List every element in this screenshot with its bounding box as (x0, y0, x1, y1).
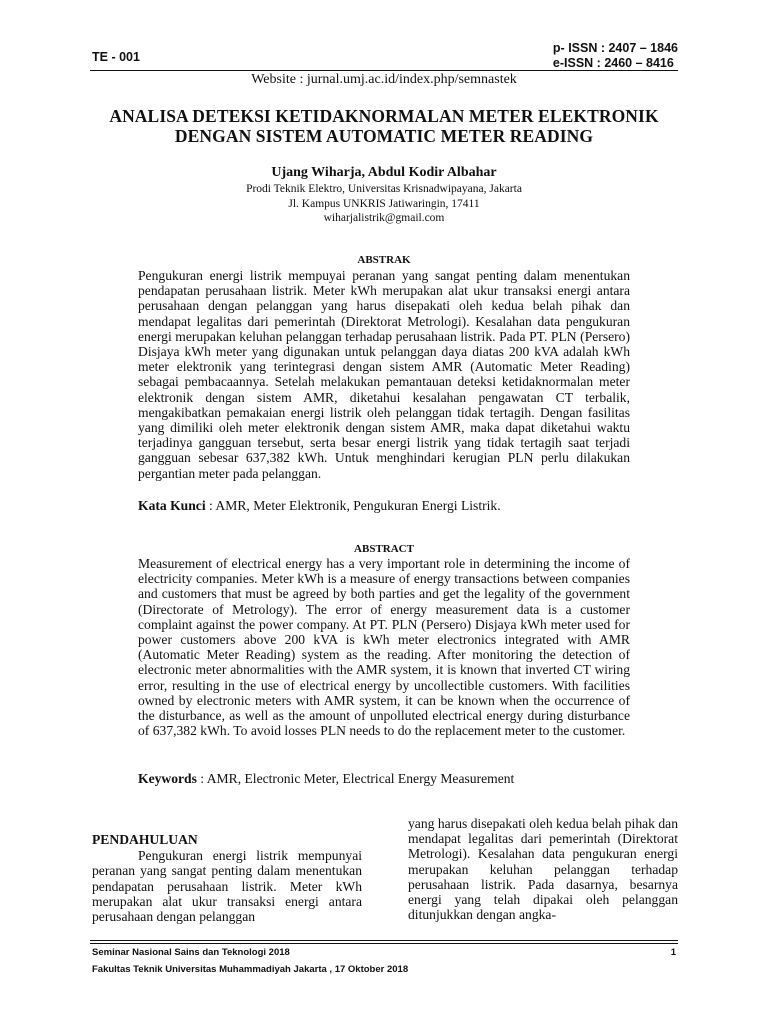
body-column-right (408, 816, 678, 922)
section-heading: PENDAHULUAN (92, 832, 198, 847)
header-rule (90, 70, 678, 71)
body-right-text: yang harus disepakati oleh kedua belah pihak dan mendapat legalitas dari pemerintah (Direktorat Metrologi). Kesalahan data pengukuran energi merupakan keluhan pelanggan terhadap perusahaan listrik. Pada dasarnya, besarnya energi yang telah dipakai oleh pelanggan ditunjukkan dengan angka- (408, 816, 678, 923)
body-left-text: Pengukuran energi listrik mempunyai peranan yang sangat penting dalam menentukan pendapatan perusahaan listrik. Meter kWh merupakan alat ukur transaksi energi antara perusahaan dengan pelanggan (92, 848, 362, 925)
affiliation-block (0, 182, 768, 226)
footer-seminar-line (92, 947, 676, 958)
abstrak-keywords (138, 498, 638, 514)
keywords-value-en: : AMR, Electronic Meter, Electrical Energy Measurement (196, 771, 515, 786)
affiliation: Prodi Teknik Elektro, Universitas Krisnadwipayana, Jakarta (246, 183, 522, 195)
title-line-2: DENGAN SISTEM AUTOMATIC METER READING (174, 126, 594, 146)
footer-rule (90, 940, 678, 944)
abstract-keywords (138, 771, 638, 787)
keywords-value: : AMR, Meter Elektronik, Pengukuran Energi Listrik. (205, 498, 501, 513)
website: Website : jurnal.umj.ac.id/index.php/semnastek (251, 72, 517, 87)
title-line-1: ANALISA DETEKSI KETIDAKNORMALAN METER ELEKTRONIK (109, 106, 659, 126)
address: Jl. Kampus UNKRIS Jatiwaringin, 17411 (288, 197, 480, 210)
paper-title (60, 106, 708, 146)
body-column-left (92, 832, 362, 924)
abstract-heading: ABSTRACT (354, 543, 414, 555)
e-issn: e-ISSN : 2460 – 8416 (552, 56, 674, 70)
email: wiharjalistrik@gmail.com (323, 212, 445, 224)
issn-block (553, 41, 678, 71)
footer-seminar: Seminar Nasional Sains dan Teknologi 2018 (92, 947, 290, 958)
keywords-label-en: Keywords (138, 771, 197, 786)
authors: Ujang Wiharja, Abdul Kodir Albahar (271, 165, 497, 180)
abstrak-heading: ABSTRAK (357, 254, 411, 266)
p-issn: p- ISSN : 2407 – 1846 (552, 41, 678, 55)
keywords-label: Kata Kunci (138, 498, 206, 513)
abstract-text: Measurement of electrical energy has a very important role in determining the income of electricity companies. Meter kWh is a measure of energy transactions between companies and customers that must be agreed by both parties and get the legality of the government (Directorate of Metrology). The error of energy measurement data is a customer complaint against the power company. At PT. PLN (Persero) Disjaya kWh meter used for power customers above 200 kVA is kWh meter electronics integrated with AMR (Automatic Meter Reading) system as the reading. After monitoring the detection of electronic meter abnormalities with the AMR system, it is known that inverted CT wiring error, resulting in the use of electrical energy by uncollectible customers. With facilities owned by electronic meters with AMR system, it can be known when the occurrence of the disturbance, as well as the amount of unpolluted electrical energy during disturbance of 637,382 kWh. To avoid losses PLN needs to do the replacement meter to the customer. (138, 556, 630, 739)
abstrak-text: Pengukuran energi listrik mempuyai peranan yang sangat penting dalam menentukan pendapatan perusahaan listrik. Meter kWh merupakan alat ukur transaksi energi antara perusahaan dengan pelanggan yang harus disepakati oleh kedua belah pihak dan mendapat legalitas dari pemerintah (Direktorat Metrologi). Kesalahan data pengukuran energi merupakan keluhan pelanggan terhadap perusahaan listrik. Pada PT. PLN (Persero) Disjaya kWh meter yang digunakan untuk pelanggan daya diatas 200 kVA adalah kWh meter elektronik yang terintegrasi dengan sistem AMR (Automatic Meter Reading) sebagai pembacaannya. Setelah melakukan pemantauan deteksi ketidaknormalan meter elektronik dengan sistem AMR, diketahui kesalahan pengawatan CT terbalik, mengakibatkan pemakaian energi listrik oleh pelanggan tidak tertagih. Dengan fasilitas yang dimiliki oleh meter elektronik dengan sistem AMR, maka dapat diketahui waktu terjadinya gangguan tersebut, serta besar energi listrik yang tidak tertagih saat terjadi gangguan sebesar 637,382 kWh. Untuk menghindari kerugian PLN perlu dilakukan pergantian meter pada pelanggan. (138, 268, 630, 481)
footer-faculty: Fakultas Teknik Universitas Muhammadiyah Jakarta , 17 Oktober 2018 (92, 964, 409, 975)
paper-code: TE - 001 (92, 50, 140, 64)
page-number: 1 (670, 947, 676, 958)
